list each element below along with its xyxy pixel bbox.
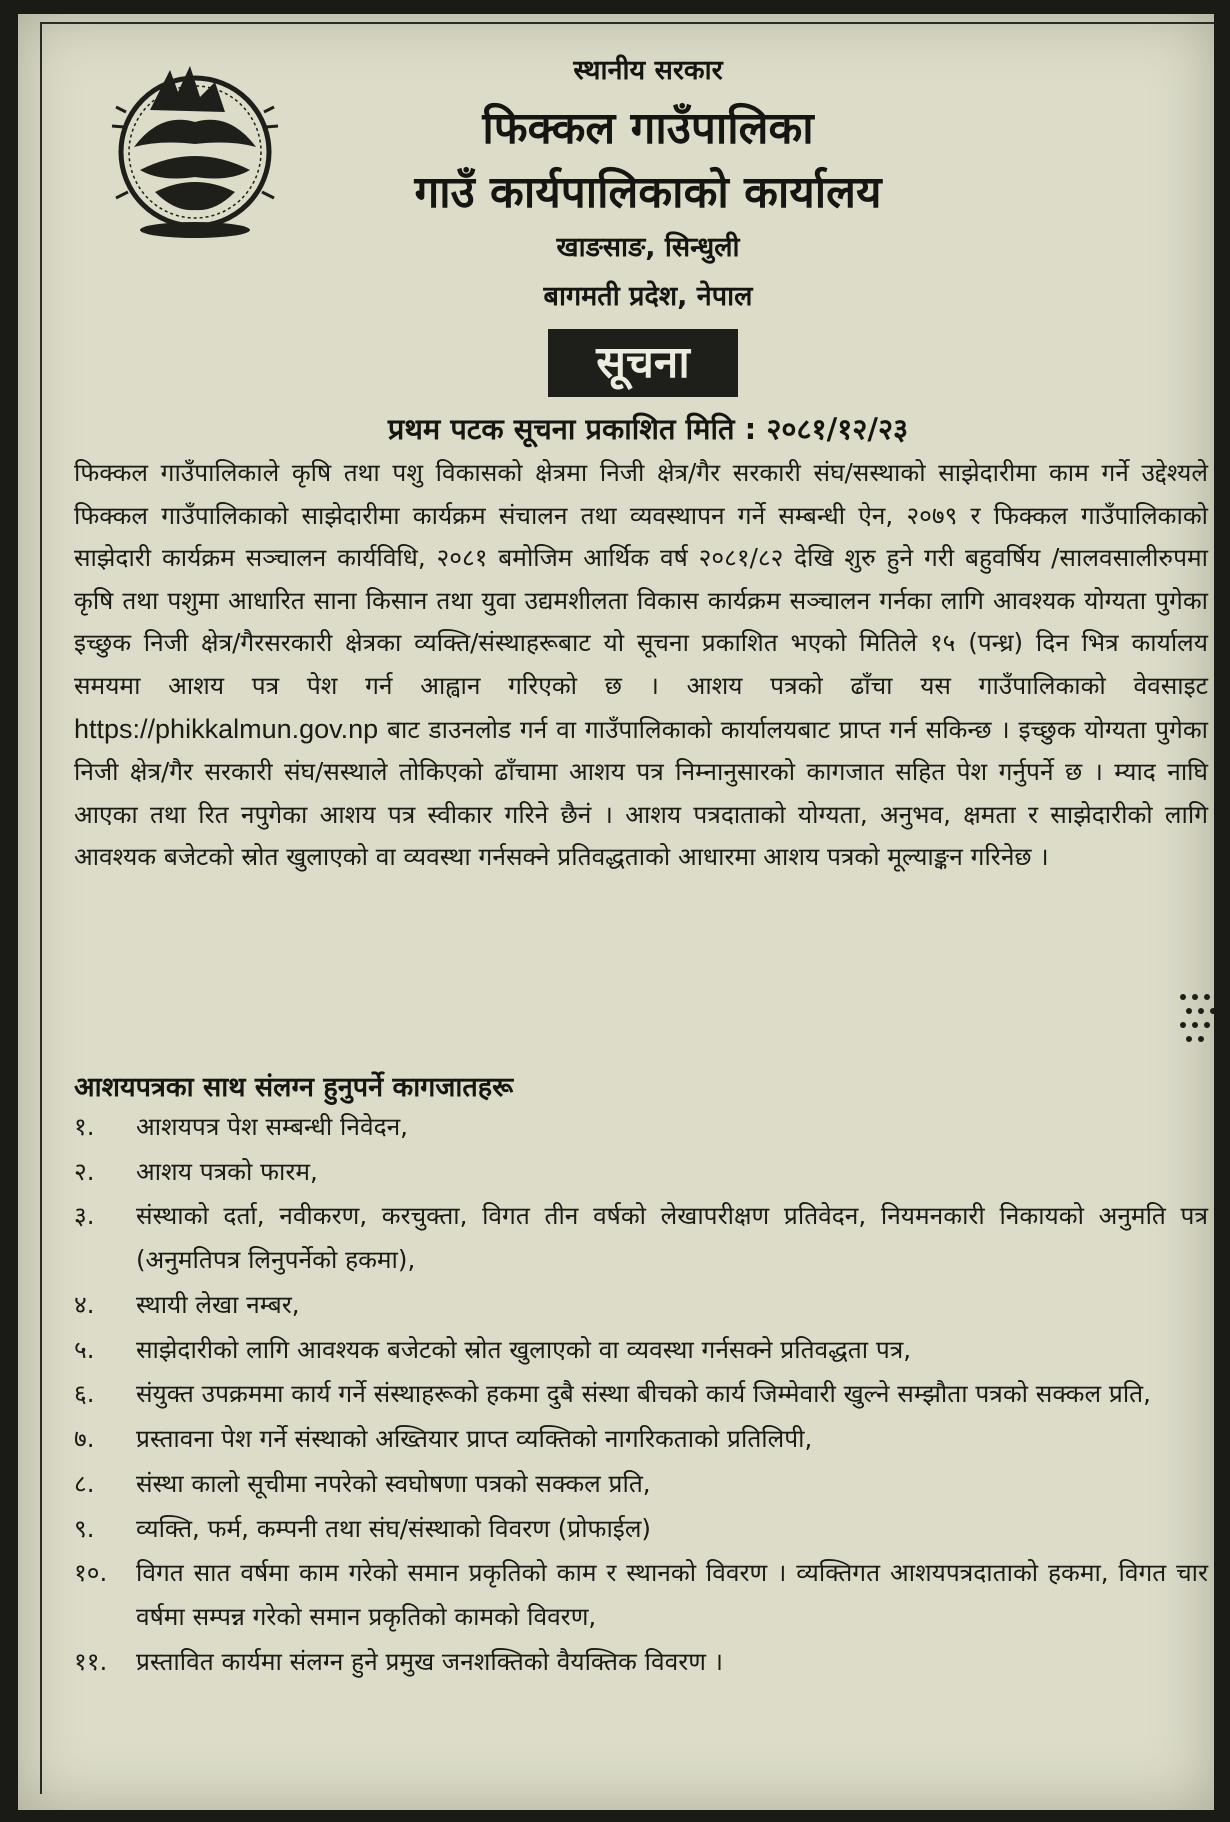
- list-item: [74, 1506, 1208, 1551]
- item-text: संस्था कालो सूचीमा नपरेको स्वघोषणा पत्रको सक्कल प्रति,: [136, 1469, 651, 1498]
- list-item: [74, 1372, 1208, 1416]
- province-label: बागमती प्रदेश, नेपाल: [543, 281, 753, 312]
- list-item: [74, 1327, 1208, 1372]
- list-item: [74, 1149, 1208, 1194]
- body-part-2: बाट डाउनलोड गर्न वा गाउँपालिकाको कार्यालयबाट प्राप्त गर्न सकिन्छ । इच्छुक योग्यता पुगेका निजी क्षेत्र/गैर सरकारी संघ/सस्थाले तोकिएको ढाँचामा आशय पत्र निम्नानुसारको कागजात सहित पेश गर्नुपर्ने छ । म्याद नाघि आएका तथा रित नपुगेका आशय पत्र स्वीकार गरिने छैनं । आशय पत्रदाताको योग्यता, अनुभव, क्षमता र साझेदारीको लागि आवश्यक बजेटको स्रोत खुलाएको वा व्यवस्था गर्नसक्ने प्रतिवद्धताको आधारमा आशय पत्रको मूल्याङ्कन गरिनेछ ।: [74, 714, 1208, 872]
- item-text: प्रस्तावित कार्यमा संलग्न हुने प्रमुख जनशक्तिको वैयक्तिक विवरण ।: [136, 1647, 724, 1676]
- list-item: [74, 1194, 1208, 1282]
- list-item: [74, 1639, 1208, 1684]
- list-item: [74, 1104, 1208, 1149]
- body-part-1: फिक्कल गाउँपालिकाले कृषि तथा पशु विकासको क्षेत्रमा निजी क्षेत्र/गैर सरकारी संघ/सस्थाको साझेदारीमा काम गर्ने उद्देश्यले फिक्कल गाउँपालिकाको साझेदारीमा कार्यक्रम संचालन तथा व्यवस्थापन गर्ने सम्बन्धी ऐन, २०७९ र फिक्कल गाउँपालिकाको साझेदारी कार्यक्रम सञ्चालन कार्यविधि, २०८१ बमोजिम आर्थिक वर्ष २०८१/८२ देखि शुरु हुने गरी बहुवर्षिय /सालवसालीरुपमा कृषि तथा पशुमा आधारित साना किसान तथा युवा उद्यमशीलता विकास कार्यक्रम सञ्चालन गर्नका लागि आवश्यक योग्यता पुगेका इच्छुक निजी क्षेत्र/गैरसरकारी क्षेत्रका व्यक्ति/संस्थाहरूबाट यो सूचना प्रकाशित भएको मितिले १५ (पन्ध्र) दिन भित्र कार्यालय समयमा आशय पत्र पेश गर्न आह्वान गरिएको छ । आशय पत्रको ढाँचा यस गाउँपालिकाको वेवसाइट: [74, 458, 1208, 700]
- newspaper-clipping: [18, 14, 1214, 1810]
- notice-title: सूचना: [548, 329, 738, 397]
- item-text: साझेदारीको लागि आवश्यक बजेटको स्रोत खुलाएको वा व्यवस्था गर्नसक्ने प्रतिवद्धता पत्र,: [136, 1335, 912, 1364]
- item-number: ७.: [74, 1424, 95, 1453]
- item-number: ८.: [74, 1469, 95, 1498]
- list-item: [74, 1461, 1208, 1506]
- notice-body: [74, 452, 1208, 879]
- municipality-name: फिक्कल गाउँपालिका: [482, 103, 814, 154]
- publication-date: प्रथम पटक सूचना प्रकाशित मिति : २०८१/१२/२३: [387, 412, 909, 446]
- item-text: विगत सात वर्षमा काम गरेको समान प्रकृतिको काम र स्थानको विवरण । व्यक्तिगत आशयपत्रदाताको हकमा, विगत चार वर्षमा सम्पन्न गरेको समान प्रकृतिको कामको विवरण,: [136, 1558, 1208, 1631]
- item-text: संस्थाको दर्ता, नवीकरण, करचुक्ता, विगत तीन वर्षको लेखापरीक्षण प्रतिवेदन, नियमनकारी निकायको अनुमति पत्र (अनुमतिपत्र लिनुपर्नेको हकमा),: [136, 1201, 1208, 1274]
- government-label: स्थानीय सरकार: [573, 55, 723, 86]
- nepal-government-emblem-icon: [100, 52, 290, 242]
- item-number: ५.: [74, 1335, 95, 1364]
- item-text: आशय पत्रको फारम,: [136, 1157, 318, 1186]
- list-item: [74, 1282, 1208, 1327]
- requirements-heading: आशयपत्रका साथ संलग्न हुनुपर्ने कागजातहरू: [74, 1072, 514, 1103]
- list-item: [74, 1551, 1208, 1639]
- website-link[interactable]: https://phikkalmun.gov.np: [74, 713, 379, 744]
- item-number: २.: [74, 1157, 95, 1186]
- item-number: ९.: [74, 1514, 95, 1543]
- decorative-dots-icon: [1173, 989, 1214, 1049]
- item-text: संयुक्त उपक्रममा कार्य गर्ने संस्थाहरूको हकमा दुबै संस्था बीचको कार्य जिम्मेवारी खुल्ने सम्झौता पत्रको सक्कल प्रति,: [136, 1379, 1151, 1408]
- list-item: [74, 1416, 1208, 1461]
- office-name: गाउँ कार्यपालिकाको कार्यालय: [414, 167, 882, 218]
- item-number: ११.: [74, 1647, 108, 1676]
- requirements-list: [74, 1104, 1208, 1684]
- item-number: १०.: [74, 1558, 108, 1587]
- item-text: स्थायी लेखा नम्बर,: [136, 1290, 300, 1319]
- item-text: प्रस्तावना पेश गर्ने संस्थाको अख्तियार प्राप्त व्यक्तिको नागरिकताको प्रतिलिपी,: [136, 1424, 813, 1453]
- item-text: आशयपत्र पेश सम्बन्धी निवेदन,: [136, 1112, 408, 1141]
- item-number: ३.: [74, 1201, 95, 1230]
- item-number: १.: [74, 1112, 95, 1141]
- office-address: खाङसाङ, सिन्धुली: [556, 232, 740, 263]
- item-number: ६.: [74, 1379, 95, 1408]
- item-text: व्यक्ति, फर्म, कम्पनी तथा संघ/संस्थाको विवरण (प्रोफाईल): [136, 1514, 651, 1543]
- item-number: ४.: [74, 1290, 95, 1319]
